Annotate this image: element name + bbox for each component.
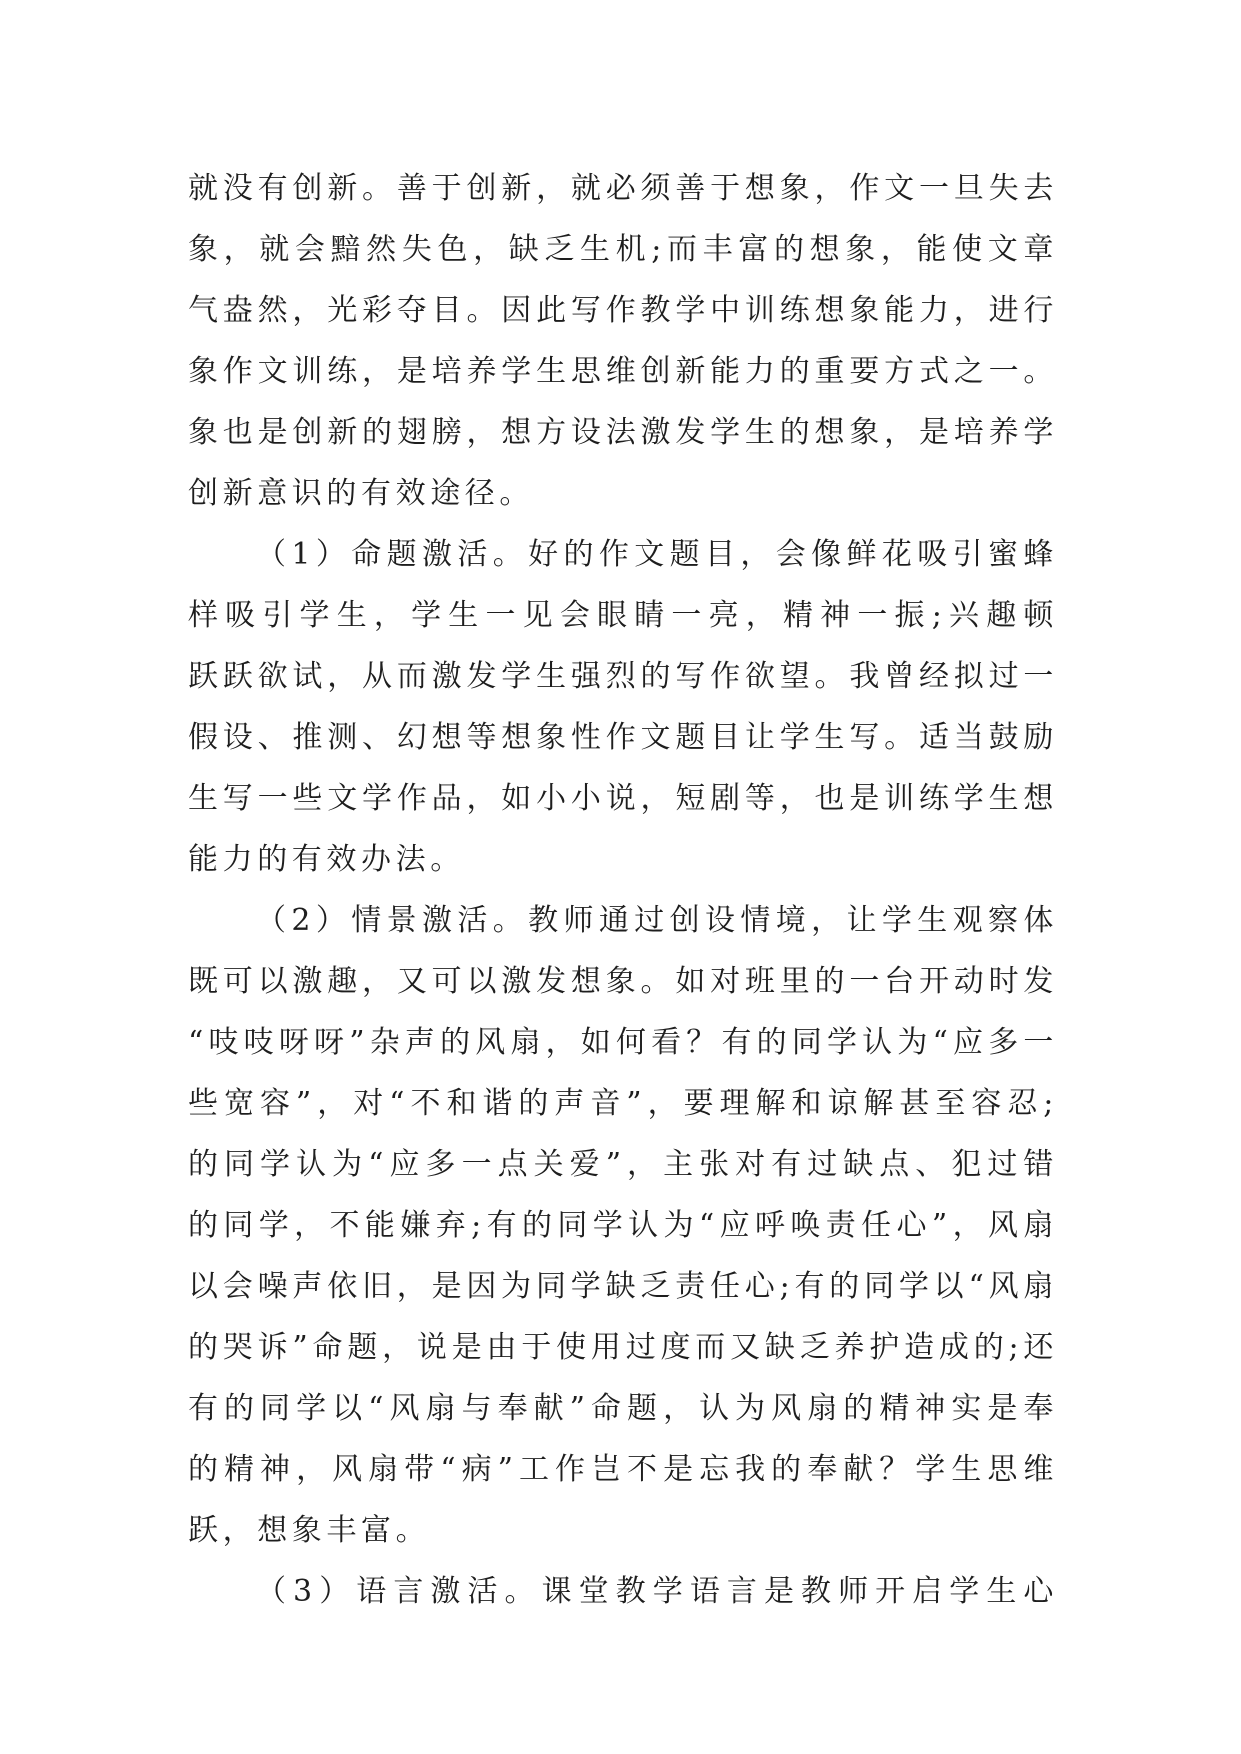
- text-line: 有的同学以“风扇与奉献”命题，认为风扇的精神实是奉: [188, 1391, 1058, 1426]
- text-line: （1）命题激活。好的作文题目，会像鲜花吸引蜜蜂: [256, 537, 1058, 572]
- text-line: 能力的有效办法。: [188, 842, 465, 877]
- text-line: 样吸引学生，学生一见会眼睛一亮，精神一振;兴趣顿: [188, 598, 1058, 633]
- text-line: 创新意识的有效途径。: [188, 476, 534, 511]
- text-line: 的精神，风扇带“病”工作岂不是忘我的奉献？学生思维: [188, 1452, 1058, 1487]
- text-line: 气盎然，光彩夺目。因此写作教学中训练想象能力，进行: [188, 293, 1058, 328]
- text-line: 的同学认为“应多一点关爱”，主张对有过缺点、犯过错: [188, 1147, 1058, 1182]
- body-text: [188, 158, 1058, 1622]
- text-line: 就没有创新。善于创新，就必须善于想象，作文一旦失去: [188, 171, 1058, 206]
- text-line: 象也是创新的翅膀，想方设法激发学生的想象，是培养学: [188, 415, 1058, 450]
- text-line: 的同学，不能嫌弃;有的同学认为“应呼唤责任心”，风扇: [188, 1208, 1058, 1243]
- text-line: 象，就会黯然失色，缺乏生机;而丰富的想象，能使文章: [188, 232, 1058, 267]
- text-line: 的哭诉”命题，说是由于使用过度而又缺乏养护造成的;还: [188, 1330, 1058, 1365]
- text-line: “吱吱呀呀”杂声的风扇，如何看？有的同学认为“应多一: [188, 1025, 1058, 1060]
- text-line: 既可以激趣，又可以激发想象。如对班里的一台开动时发: [188, 964, 1058, 999]
- text-line: 假设、推测、幻想等想象性作文题目让学生写。适当鼓励: [188, 720, 1058, 755]
- text-line: 以会噪声依旧，是因为同学缺乏责任心;有的同学以“风扇: [188, 1269, 1058, 1304]
- text-line: （2）情景激活。教师通过创设情境，让学生观察体: [256, 903, 1058, 938]
- text-line: 些宽容”，对“不和谐的声音”，要理解和谅解甚至容忍;: [188, 1086, 1058, 1121]
- text-line: 生写一些文学作品，如小小说，短剧等，也是训练学生想: [188, 781, 1058, 816]
- text-line: 跃跃欲试，从而激发学生强烈的写作欲望。我曾经拟过一: [188, 659, 1058, 694]
- text-line: 跃，想象丰富。: [188, 1513, 431, 1548]
- text-line: （3）语言激活。课堂教学语言是教师开启学生心: [256, 1574, 1058, 1609]
- text-line: 象作文训练，是培养学生思维创新能力的重要方式之一。: [188, 354, 1058, 389]
